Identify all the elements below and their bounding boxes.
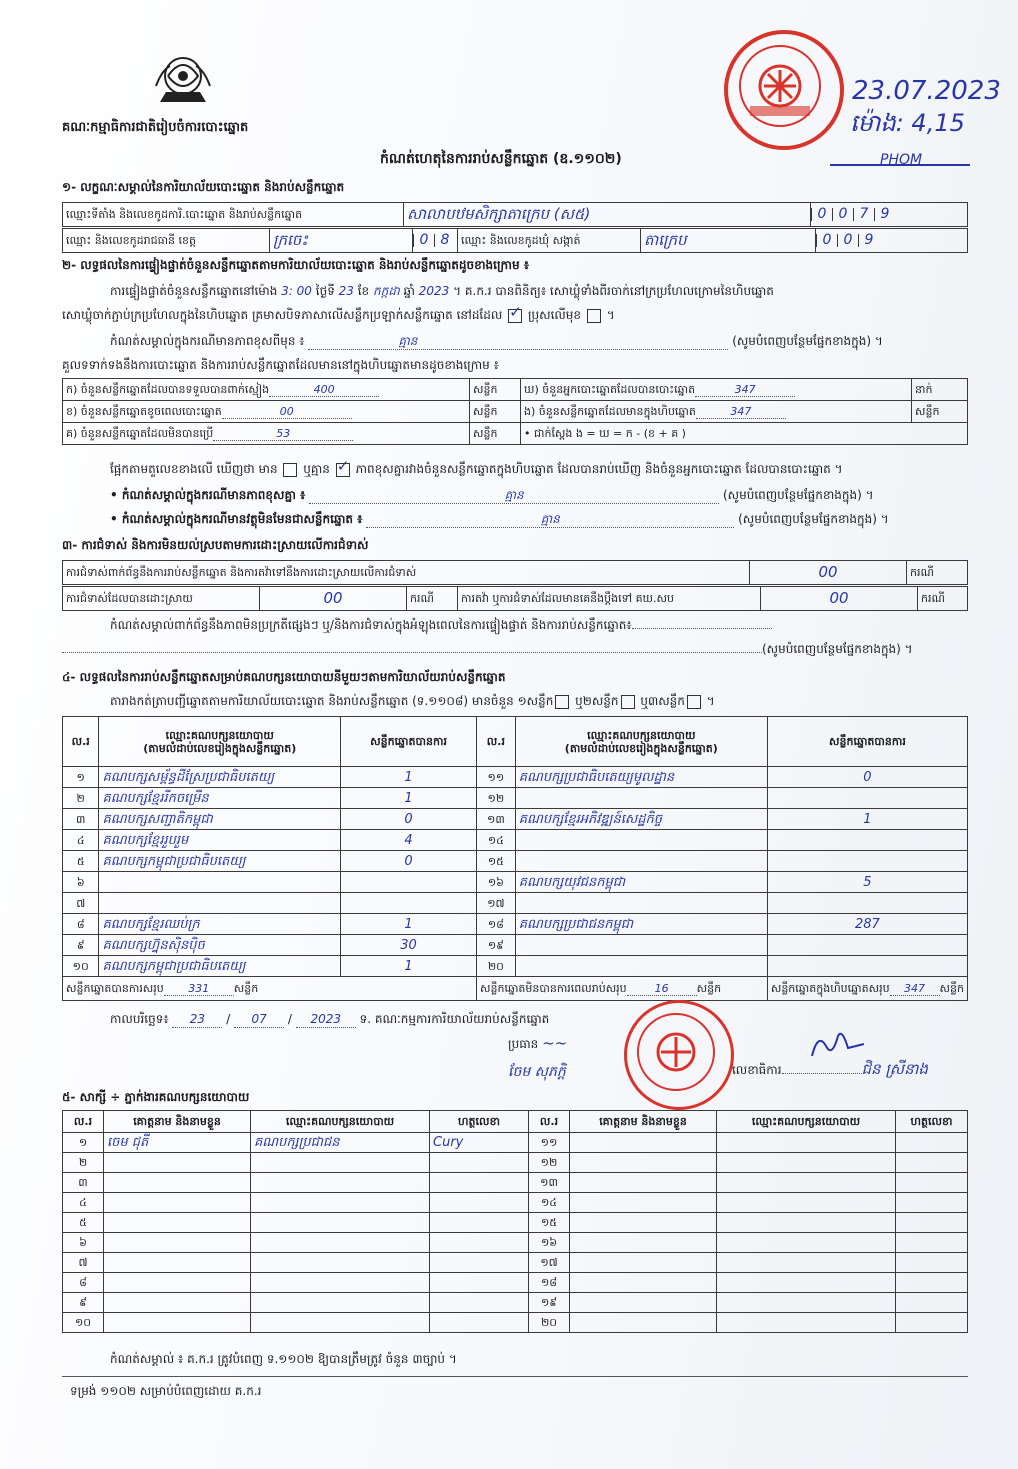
- table-row: [63, 1173, 968, 1193]
- row-number: ១៤: [529, 1193, 570, 1213]
- witness-name: [104, 1233, 251, 1253]
- table-row: [63, 1153, 968, 1173]
- table-row: [63, 935, 968, 956]
- witness-signature: [896, 1193, 968, 1213]
- resolved-count: 00: [260, 587, 407, 611]
- table-row: [63, 1233, 968, 1253]
- checkbox-three-sheets[interactable]: [687, 695, 701, 709]
- total-valid: សន្លឹកឆ្នោតបានការសរុប 331 សន្លឹក: [63, 977, 477, 1001]
- table-row: [63, 1293, 968, 1313]
- row-number: ២០: [529, 1313, 570, 1333]
- witness-name: [570, 1313, 717, 1333]
- party-name: [515, 935, 767, 956]
- count-row-b: ខ) ចំនួនសន្លឹកឆ្នោតខូចពេលបោះឆ្នោត 00: [63, 401, 470, 423]
- signature-note: PHOM: [880, 152, 923, 168]
- vote-count: 1: [767, 809, 967, 830]
- row-number: ៤: [63, 830, 99, 851]
- table-row: [63, 1193, 968, 1213]
- seal-paragraph: សោឃ្លុំចាក់ភ្ជាប់ក្រប្រហែលក្នុងនៃហិបឆ្នោត គ្រមាសបិទភាសាលើសន្លឹកប្រឡាក់សន្លឹកឆ្នោត នៅដដែល ✓ ប្រុសលើមុខ ។: [62, 308, 615, 323]
- party-name: គណបក្សសម្ព័ន្ធដីស្រែប្រជាធិបតេយ្យ: [99, 767, 341, 788]
- table-row: [63, 872, 968, 893]
- table-row: [63, 914, 968, 935]
- vote-count: 5: [767, 872, 967, 893]
- section2-heading: ២- លទ្ធផលនៃការផ្ទៀងផ្ទាត់ចំនួនសន្លឹកឆ្នោតតាមការិយាល័យបោះឆ្នោត និងរាប់សន្លឹកឆ្នោតដូចខាងក្រោម ៖: [62, 258, 530, 272]
- table-row: [63, 1253, 968, 1273]
- row-number: ១៣: [529, 1173, 570, 1193]
- vote-count: [767, 830, 967, 851]
- witness-party: [251, 1173, 430, 1193]
- count-row-e: ង) ចំនួនសន្លឹកឆ្នោតដែលមានក្នុងហិបឆ្នោត 347: [521, 401, 912, 423]
- table-row: [63, 788, 968, 809]
- party-name: [515, 893, 767, 914]
- commune-label: ឈ្មោះ និងលេខកូដឃុំ សង្កាត់: [458, 229, 641, 253]
- checkbox-no-difference[interactable]: [336, 463, 350, 477]
- party-name: គណបក្សយុវជនកម្ពុជា: [515, 872, 767, 893]
- witness-signature: [896, 1253, 968, 1273]
- witness-table: ល.រ គោត្តនាម និងនាមខ្លួន ឈ្មោះគណបក្សនយោបាយ ហត្ថលេខា ល.រ គោត្តនាម និងនាមខ្លួន ឈ្មោះគណបក្សនយោបាយ ហត្ថលេខា ១ ចេម ជុតី គណបក្សប្រជាជន Cury ១១ ២ ១២ ៣ ១៣ ៤ ១៤ ៥ ១៥ ៦ ១៦ ៧ ១៧ ៨ ១៨ ៩ ១៩ ១០ ២០: [62, 1110, 968, 1333]
- sheet-count-line: តារាងកត់ត្រាបញ្ជីឆ្នោតតាមការិយាល័យបោះឆ្នោត និងរាប់សន្លឹកឆ្នោត (ទ.១១០៨) មានចំនួន ១សន្លឹក ឬ២សន្លឹក ឬ៣សន្លឹក ។: [110, 694, 715, 708]
- witness-signature: [896, 1313, 968, 1333]
- row-number: ១០: [63, 1313, 104, 1333]
- witness-signature: [430, 1153, 529, 1173]
- row-number: ១: [63, 767, 99, 788]
- row-number: ១៨: [529, 1273, 570, 1293]
- row-number: ៤: [63, 1193, 104, 1213]
- party-name: [515, 851, 767, 872]
- row-number: ១១: [477, 767, 516, 788]
- objection-count: 00: [750, 561, 907, 585]
- table-row: [63, 956, 968, 977]
- irregularity-note: កំណត់សម្គាល់ពាក់ព័ន្ធនឹងភាពមិនប្រក្រតីផ្សេងៗ ឬ/និងការជំទាស់ក្នុងអំឡុងពេលនៃការផ្ទៀងផ្ទាត់ និងការរាប់សន្លឹកឆ្នោត៖: [110, 618, 772, 633]
- party-name: គណបក្សសញ្ជាតិកម្ពុជា: [99, 809, 341, 830]
- witness-party: [717, 1233, 896, 1253]
- party-name: [99, 893, 341, 914]
- row-number: ១៤: [477, 830, 516, 851]
- witness-name: [104, 1193, 251, 1213]
- table-row: [63, 893, 968, 914]
- secretary-line: លេខាធិការ ជិន ស្រីនាង: [732, 1060, 928, 1078]
- party-name: គណបក្សខ្មែររីកចម្រើន: [99, 788, 341, 809]
- witness-name: [104, 1153, 251, 1173]
- province-table: [62, 228, 968, 253]
- party-name: គណបក្សខ្មែរឈប់ក្រ: [99, 914, 341, 935]
- count-row-d: ឃ) ចំនួនអ្នកបោះឆ្នោតដែលបានបោះឆ្នោត 347: [521, 379, 912, 401]
- witness-name: [570, 1193, 717, 1213]
- count-row-a: ក) ចំនួនសន្លឹកឆ្នោតដែលបានទទួលបានពាក់ស្មៀង 400: [63, 379, 470, 401]
- handwritten-time: ម៉ោង: 4,15: [850, 109, 965, 137]
- checkbox-two-sheets[interactable]: [621, 695, 635, 709]
- row-number: ១២: [529, 1153, 570, 1173]
- row-number: ១៧: [477, 893, 516, 914]
- checkbox-intact[interactable]: [508, 309, 522, 323]
- witness-name: [570, 1253, 717, 1273]
- witness-name: [570, 1233, 717, 1253]
- location-code: 0 0 7 9: [811, 203, 968, 227]
- discrepancy-line: ផ្អែកតាមតួលេខខាងលើ ឃើញថា មាន ឬគ្មាន ✓ ភាពខុសគ្នារវាងចំនួនសន្លឹកឆ្នោតក្នុងហិបឆ្នោត ដែលបានរាប់ឃើញ និងចំនួនអ្នកបោះឆ្នោត ដែលបានបោះឆ្នោត ។: [110, 462, 843, 477]
- objection-table-2: ការជំទាស់ដែលបានដោះស្រាយ 00 ករណី ការតវ៉ា ឬការជំទាស់ដែលមានគេនឹងប្តឹងទៅ គឃ.សប 00 ករណី: [62, 586, 968, 611]
- checkbox-one-sheet[interactable]: [555, 695, 569, 709]
- contents-intro: គួលទទាក់ទងនឹងការបោះឆ្នោត និងការរាប់សន្លឹកឆ្នោតដែលមាននៅក្នុងហិបឆ្នោតមានដូចខាងក្រោម ៖: [62, 358, 499, 372]
- row-number: ១៧: [529, 1253, 570, 1273]
- party-name: គណបក្សខ្មែររួបរួម: [99, 830, 341, 851]
- witness-party: [717, 1153, 896, 1173]
- witness-name: [570, 1153, 717, 1173]
- row-number: ១៣: [477, 809, 516, 830]
- committee-name: គណៈកម្មាធិការជាតិរៀបចំការបោះឆ្នោត: [62, 120, 249, 135]
- vote-count: 287: [767, 914, 967, 935]
- witness-signature: Cury: [430, 1133, 529, 1153]
- witness-name: ចេម ជុតី: [104, 1133, 251, 1153]
- secretary-signature-icon: [808, 1026, 868, 1062]
- form-title: កំណត់ហេតុនៃការរាប់សន្លឹកឆ្នោត (ឧ.១១០២): [380, 151, 622, 167]
- witness-party: [251, 1293, 430, 1313]
- witness-signature: [430, 1233, 529, 1253]
- witness-signature: [896, 1153, 968, 1173]
- party-results-table: ល.រ ឈ្មោះគណបក្សនយោបាយ (តាមលំដាប់លេខរៀងក្នុងសន្លឹកឆ្នោត) សន្លឹកឆ្នោតបានការ ល.រ ឈ្មោះគណបក្សនយោបាយ (តាមលំដាប់លេខរៀងក្នុងសន្លឹកឆ្នោត) សន្លឹកឆ្នោតបានការ ១ គណបក្សសម្ព័ន្ធដីស្រែប្រជាធិបតេយ្យ 1 ១១ គណបក្សប្រជាធិបតេយ្យមូលដ្ឋាន 0 ២ គណបក្សខ្មែររីកចម្រើន 1 ១២ ៣ គណបក្សសញ្ជាតិកម្ពុជា 0 ១៣ គណបក្សខ្មែរអភិវឌ្ឍន៍សេដ្ឋកិច្ច 1 ៤ គណបក្សខ្មែររួបរួម 4 ១៤ ៥ គណបក្សកម្ពុជាប្រជាធិបតេយ្យ 0 ១៥ ៦ ១៦ គណបក្សយុវជនកម្ពុជា 5 ៧ ១៧ ៨ គណបក្សខ្មែរឈប់ក្រ 1 ១៨ គណបក្សប្រជាជនកម្ពុជា 287 ៩ គណបក្សហ្វ៊ុនស៊ិនប៉ិច 30 ១៩ ១០ គណបក្សកម្ពុជាប្រជាធិបតេយ្យ 1 ២០ សន្លឹកឆ្នោតបានការសរុប 331 សន្លឹក សន្លឹកឆ្នោតមិនបានការពេលរាប់សរុប 16 សន្លឹក សន្លឹកឆ្នោតក្នុងហិបឆ្នោតសរុប 347 សន្លឹក: [62, 716, 968, 1001]
- total-invalid: សន្លឹកឆ្នោតមិនបានការពេលរាប់សរុប 16 សន្លឹក: [477, 977, 768, 1001]
- vote-count: [767, 788, 967, 809]
- party-name: គណបក្សហ្វ៊ុនស៊ិនប៉ិច: [99, 935, 341, 956]
- witness-signature: [430, 1253, 529, 1273]
- form-reference: ទម្រង់ ១១០២ សម្រាប់បំពេញដោយ គ.ក.រ: [70, 1384, 262, 1398]
- chair-signature: ប្រធាន ~~: [508, 1034, 568, 1052]
- witness-party: [251, 1253, 430, 1273]
- row-number: ២: [63, 1153, 104, 1173]
- vote-count: 1: [341, 767, 477, 788]
- row-number: ១៨: [477, 914, 516, 935]
- witness-party: [251, 1213, 430, 1233]
- checkbox-has-difference[interactable]: [283, 463, 297, 477]
- witness-signature: [896, 1213, 968, 1233]
- row-number: ១៦: [529, 1233, 570, 1253]
- row-number: ៥: [63, 1213, 104, 1233]
- table-row: [63, 1213, 968, 1233]
- red-official-stamp-icon: [724, 30, 844, 150]
- row-number: ៨: [63, 1273, 104, 1293]
- witness-name: [104, 1293, 251, 1313]
- witness-party: [251, 1153, 430, 1173]
- vote-count: 0: [767, 767, 967, 788]
- row-number: ៩: [63, 1293, 104, 1313]
- witness-signature: [896, 1133, 968, 1153]
- table-row: [63, 1313, 968, 1333]
- row-number: ១០: [63, 956, 99, 977]
- row-number: ៧: [63, 1253, 104, 1273]
- chair-name: ចែម សុភក្តិ: [508, 1064, 566, 1080]
- party-name: គណបក្សប្រជាជនកម្ពុជា: [515, 914, 767, 935]
- verify-paragraph: ការផ្ទៀងផ្ទាត់ចំនួនសន្លឹកឆ្នោតនៅម៉ោង 3: 00 ថ្ងៃទី 23 ខែ កក្កដា ឆ្នាំ 2023 ។ គ.ក.រ បានពិនិត្យ៖ សោឃ្លុំទាំងពីរចាក់នៅក្រប្រហែលក្រោមនៃហិបឆ្នោត: [110, 284, 774, 298]
- witness-signature: [896, 1173, 968, 1193]
- vote-count: [767, 851, 967, 872]
- row-number: ៧: [63, 893, 99, 914]
- location-value: សាលាបឋមសិក្សាតាក្រេប (ស៥): [404, 203, 811, 227]
- red-official-stamp-icon: [624, 1000, 734, 1110]
- row-number: ២: [63, 788, 99, 809]
- vote-count: 1: [341, 788, 477, 809]
- party-name: គណបក្សប្រជាធិបតេយ្យមូលដ្ឋាន: [515, 767, 767, 788]
- row-number: ៣: [63, 809, 99, 830]
- witness-party: [251, 1313, 430, 1333]
- foreign-object-remark: • កំណត់សម្គាល់ក្នុងករណីមានវត្ថុមិនមែនជាសន្លឹកឆ្នោត ៖ គ្មាន (សូមបំពេញបន្ថែមផ្នែកខាងក្នុង) ។: [110, 512, 889, 526]
- table-row: [63, 830, 968, 851]
- commune-value: តាក្រេប: [641, 229, 816, 253]
- row-number: ៣: [63, 1173, 104, 1193]
- vote-count: [767, 935, 967, 956]
- vote-count: 1: [341, 914, 477, 935]
- province-label: ឈ្មោះ និងលេខកូដរាជធានី ខេត្ត: [63, 229, 270, 253]
- witness-party: [251, 1273, 430, 1293]
- witness-name: [104, 1173, 251, 1193]
- difference-note: កំណត់សម្គាល់ក្នុងករណីមានភាពខុសពីមុន ៖ គ្មាន (សូមបំពេញបន្ថែមផ្នែកខាងក្នុង) ។: [110, 334, 883, 348]
- table-row: [63, 767, 968, 788]
- section4-heading: ៤- លទ្ធផលនៃការរាប់សន្លឹកឆ្នោតសម្រាប់គណបក្សនយោបាយនីមួយៗតាមការិយាល័យរាប់សន្លឹកឆ្នោត: [62, 670, 506, 684]
- row-number: ១៦: [477, 872, 516, 893]
- witness-party: [717, 1293, 896, 1313]
- section5-heading: ៥- សាក្សី ÷ ភ្នាក់ងារគណបក្សនយោបាយ: [62, 1090, 250, 1104]
- witness-signature: [430, 1273, 529, 1293]
- commune-code: 0 0 9: [816, 229, 968, 253]
- witness-signature: [430, 1313, 529, 1333]
- witness-party: [251, 1193, 430, 1213]
- escalated-count: 00: [761, 587, 918, 611]
- vote-count: 1: [341, 956, 477, 977]
- witness-party: [717, 1313, 896, 1333]
- handwritten-date: 23.07.2023: [852, 76, 1001, 106]
- irregularity-line: (សូមបំពេញបន្ថែមផ្នែកខាងក្នុង) ។: [62, 642, 913, 657]
- difference-remark: • កំណត់សម្គាល់ក្នុងករណីមានភាពខុសគ្នា ៖ គ្មាន (សូមបំពេញបន្ថែមផ្នែកខាងក្នុង) ។: [110, 488, 874, 502]
- row-number: ៩: [63, 935, 99, 956]
- table-row: [63, 809, 968, 830]
- vote-count: [767, 893, 967, 914]
- count-row-c: គ) ចំនួនសន្លឹកឆ្នោតដែលមិនបានប្រើ 53: [63, 423, 470, 445]
- province-code: 0 8: [413, 229, 458, 253]
- vote-count: 30: [341, 935, 477, 956]
- witness-name: [104, 1253, 251, 1273]
- location-table: [62, 202, 968, 227]
- witness-signature: [430, 1293, 529, 1313]
- witness-name: [570, 1273, 717, 1293]
- province-value: ក្រចេះ: [270, 229, 413, 253]
- vote-count: [767, 956, 967, 977]
- table-row: [63, 1133, 968, 1153]
- party-name: គណបក្សកម្ពុជាប្រជាធិបតេយ្យ: [99, 851, 341, 872]
- party-name: [515, 788, 767, 809]
- witness-party: [717, 1213, 896, 1233]
- row-number: ៨: [63, 914, 99, 935]
- party-name: [99, 872, 341, 893]
- table-row: [63, 851, 968, 872]
- witness-name: [104, 1213, 251, 1233]
- ballot-count-table: ក) ចំនួនសន្លឹកឆ្នោតដែលបានទទួលបានពាក់ស្មៀង 400 សន្លឹក ឃ) ចំនួនអ្នកបោះឆ្នោតដែលបានបោះឆ្នោត 347 នាក់ ខ) ចំនួនសន្លឹកឆ្នោតខូចពេលបោះឆ្នោត 00 សន្លឹក ង) ចំនួនសន្លឹកឆ្នោតដែលមានក្នុងហិបឆ្នោត 347 សន្លឹក គ) ចំនួនសន្លឹកឆ្នោតដែលមិនបានប្រើ 53 សន្លឹក • ជាក់ស្តែង ង = ឃ = ក - (ខ + គ ): [62, 378, 968, 445]
- row-number: ២០: [477, 956, 516, 977]
- witness-name: [570, 1293, 717, 1313]
- row-number: ១: [63, 1133, 104, 1153]
- row-number: ១៥: [477, 851, 516, 872]
- vote-count: [341, 872, 477, 893]
- row-number: ១៩: [529, 1293, 570, 1313]
- witness-signature: [896, 1233, 968, 1253]
- footnote: កំណត់សម្គាល់ ៖ គ.ក.រ ត្រូវបំពេញ ទ.១១០២ ឱ្យបានត្រឹមត្រូវ ចំនួន ៣ច្បាប់ ។: [110, 1352, 457, 1366]
- witness-signature: [430, 1213, 529, 1233]
- witness-signature: [430, 1173, 529, 1193]
- witness-party: [717, 1133, 896, 1153]
- vote-count: 0: [341, 809, 477, 830]
- witness-name: [570, 1173, 717, 1193]
- table-row: [63, 1273, 968, 1293]
- witness-signature: [896, 1293, 968, 1313]
- party-name: [515, 956, 767, 977]
- vote-count: [341, 893, 477, 914]
- total-in-box: សន្លឹកឆ្នោតក្នុងហិបឆ្នោតសរុប 347 សន្លឹក: [767, 977, 967, 1001]
- section3-heading: ៣- ការជំទាស់ និងការមិនយល់ស្របតាមការដោះស្រាយលើការជំទាស់: [62, 538, 369, 552]
- party-name: គណបក្សកម្ពុជាប្រជាធិបតេយ្យ: [99, 956, 341, 977]
- witness-signature: [896, 1273, 968, 1293]
- count-formula: • ជាក់ស្តែង ង = ឃ = ក - (ខ + គ ): [521, 423, 968, 445]
- nec-emblem-icon: [148, 46, 218, 116]
- witness-party: [717, 1193, 896, 1213]
- row-number: ៦: [63, 872, 99, 893]
- witness-party: [251, 1233, 430, 1253]
- row-number: ១៥: [529, 1213, 570, 1233]
- witness-name: [104, 1273, 251, 1293]
- objection-table-1: ការជំទាស់ពាក់ព័ន្ធនឹងការរាប់សន្លឹកឆ្នោត និងការតវ៉ាទៅនឹងការដោះស្រាយលើការជំទាស់ 00 ករណី: [62, 560, 968, 585]
- vote-count: 0: [341, 851, 477, 872]
- party-name: គណបក្សខ្មែរអភិវឌ្ឍន៍សេដ្ឋកិច្ច: [515, 809, 767, 830]
- row-number: ៥: [63, 851, 99, 872]
- witness-name: [570, 1133, 717, 1153]
- witness-party: [717, 1173, 896, 1193]
- witness-party: [717, 1273, 896, 1293]
- witness-party: គណបក្សប្រជាជន: [251, 1133, 430, 1153]
- section1-heading: ១- លក្ខណៈសម្គាល់នៃការិយាល័យបោះឆ្នោត និងរាប់សន្លឹកឆ្នោត: [62, 180, 345, 194]
- row-number: ៦: [63, 1233, 104, 1253]
- location-label: ឈ្មោះទីតាំង និងលេខកូដការិ.បោះឆ្នោត និងរាប់សន្លឹកឆ្នោត: [63, 203, 404, 227]
- row-number: ១១: [529, 1133, 570, 1153]
- witness-name: [570, 1213, 717, 1233]
- vote-count: 4: [341, 830, 477, 851]
- witness-party: [717, 1253, 896, 1273]
- witness-name: [104, 1313, 251, 1333]
- footer-divider: [62, 1376, 968, 1377]
- witness-signature: [430, 1193, 529, 1213]
- row-number: ១៩: [477, 935, 516, 956]
- row-number: ១២: [477, 788, 516, 809]
- checkbox-other[interactable]: [587, 309, 601, 323]
- party-name: [515, 830, 767, 851]
- closing-line: កាលបរិច្ឆេទ៖ 23 / 07 / 2023 ទ. គណៈកម្មការការិយាល័យរាប់សន្លឹកឆ្នោត: [110, 1012, 550, 1026]
